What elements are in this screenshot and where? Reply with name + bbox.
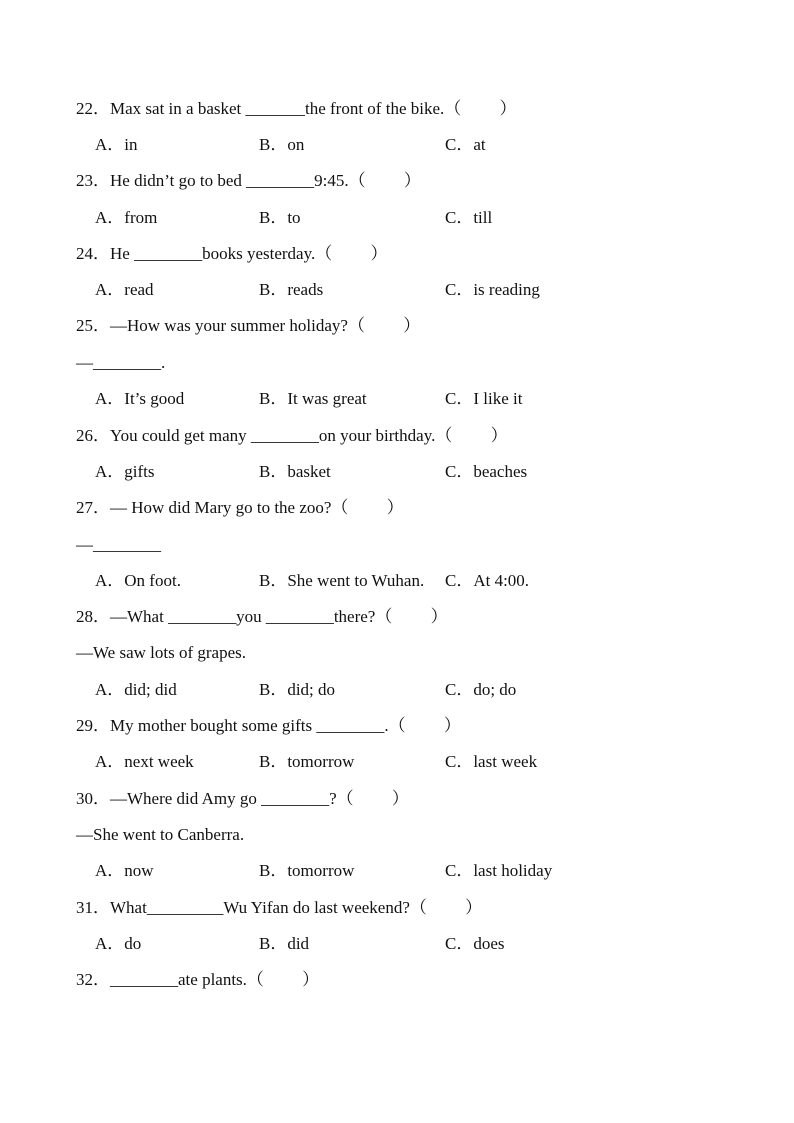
question-28-stem: 28．—What ________you ________there?（ ） [76, 607, 448, 626]
question-26-option-c[interactable]: C．beaches [445, 462, 528, 481]
question-28-option-a[interactable]: A．did; did [95, 680, 177, 699]
question-27-option-b[interactable]: B．She went to Wuhan. [259, 571, 425, 590]
question-31-option-b[interactable]: B．did [259, 934, 310, 953]
question-31-stem: 31．What_________Wu Yifan do last weekend?（ ） [76, 898, 483, 917]
question-29-stem: 29．My mother bought some gifts ________.（ ） [76, 716, 461, 735]
question-23-option-a[interactable]: A．from [95, 208, 158, 227]
question-29-option-b[interactable]: B．tomorrow [259, 752, 355, 771]
question-23-stem: 23．He didn’t go to bed ________9:45.（ ） [76, 171, 421, 190]
question-27-answer-line: —________ [76, 535, 161, 554]
question-23-option-b[interactable]: B．to [259, 208, 301, 227]
question-32-stem: 32．________ate plants.（ ） [76, 970, 320, 989]
question-30-option-c[interactable]: C．last holiday [445, 861, 553, 880]
question-24-stem: 24．He ________books yesterday.（ ） [76, 244, 388, 263]
question-30-option-b[interactable]: B．tomorrow [259, 861, 355, 880]
question-27-option-c[interactable]: C．At 4:00. [445, 571, 530, 590]
question-31-option-c[interactable]: C．does [445, 934, 505, 953]
question-30-answer-line: —She went to Canberra. [76, 825, 245, 844]
question-28-option-b[interactable]: B．did; do [259, 680, 336, 699]
question-22-option-c[interactable]: C．at [445, 135, 486, 154]
question-22-stem: 22．Max sat in a basket _______the front of the bike.（ ） [76, 99, 517, 118]
question-26-option-b[interactable]: B．basket [259, 462, 331, 481]
question-25-stem: 25．—How was your summer holiday?（ ） [76, 316, 421, 335]
question-29-option-a[interactable]: A．next week [95, 752, 194, 771]
question-22-option-a[interactable]: A．in [95, 135, 138, 154]
question-27-stem: 27．— How did Mary go to the zoo?（ ） [76, 498, 404, 517]
question-22-option-b[interactable]: B．on [259, 135, 305, 154]
question-25-answer-line: —________. [76, 353, 166, 372]
question-25-option-b[interactable]: B．It was great [259, 389, 367, 408]
question-26-stem: 26．You could get many ________on your birthday.（ ） [76, 426, 508, 445]
question-30-option-a[interactable]: A．now [95, 861, 154, 880]
question-29-option-c[interactable]: C．last week [445, 752, 538, 771]
question-27-option-a[interactable]: A．On foot. [95, 571, 181, 590]
question-28-answer-line: —We saw lots of grapes. [76, 643, 247, 662]
question-25-option-c[interactable]: C．I like it [445, 389, 523, 408]
question-30-stem: 30．—Where did Amy go ________?（ ） [76, 789, 409, 808]
question-31-option-a[interactable]: A．do [95, 934, 142, 953]
question-28-option-c[interactable]: C．do; do [445, 680, 517, 699]
question-24-option-a[interactable]: A．read [95, 280, 154, 299]
question-26-option-a[interactable]: A．gifts [95, 462, 155, 481]
question-25-option-a[interactable]: A．It’s good [95, 389, 185, 408]
question-24-option-c[interactable]: C．is reading [445, 280, 540, 299]
question-23-option-c[interactable]: C．till [445, 208, 493, 227]
question-24-option-b[interactable]: B．reads [259, 280, 324, 299]
